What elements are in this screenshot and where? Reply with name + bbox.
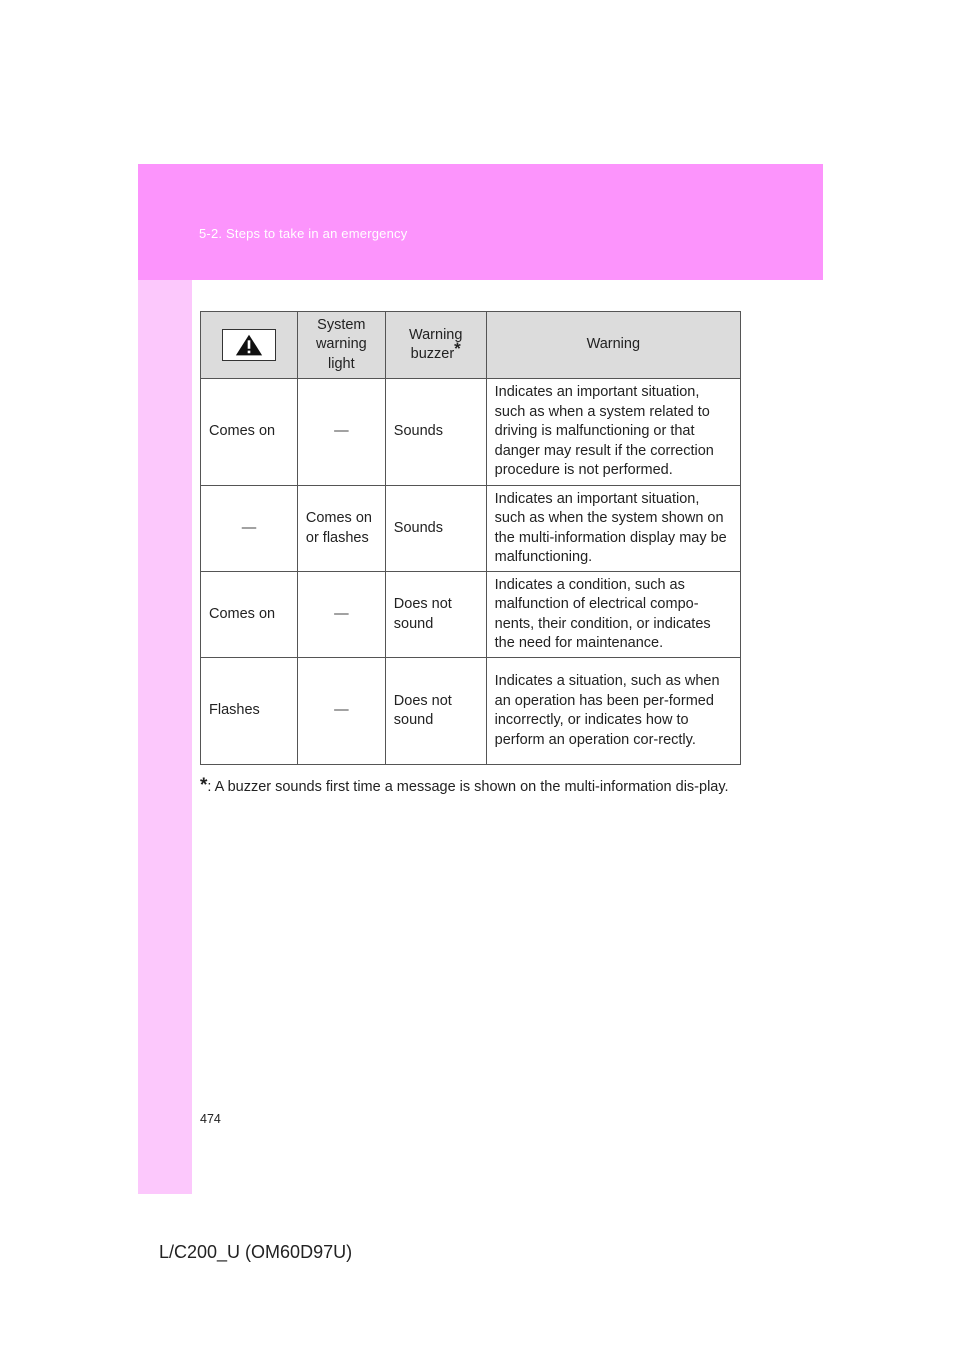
footnote <box>200 776 745 797</box>
warning-triangle-icon <box>222 329 276 361</box>
row-warning-text: Indicates a situation, such as when an operation has been per-formed incorrectly, or indicates how to perform an operation cor-rectly. <box>486 658 740 765</box>
header-system-warning-light: System warning light <box>297 312 385 379</box>
header-icon-cell <box>201 312 298 379</box>
row-message-light: Comes on <box>201 572 298 658</box>
side-band <box>138 164 192 1194</box>
row-system-light: — <box>297 572 385 658</box>
header-warning-buzzer: Warning buzzer* <box>385 312 486 379</box>
footnote-mark: * <box>454 339 461 358</box>
row-warning-text: Indicates an important situation, such as when a system related to driving is malfunctioning or that danger may result if the correction procedure is not performed. <box>486 379 740 486</box>
header-warning: Warning <box>486 312 740 379</box>
row-message-light: Flashes <box>201 658 298 765</box>
row-buzzer: Does not sound <box>385 658 486 765</box>
footnote-text: : A buzzer sounds first time a message is shown on the multi-information dis-play. <box>207 779 729 795</box>
table-header-row <box>201 312 741 379</box>
row-buzzer: Sounds <box>385 486 486 572</box>
table-row <box>201 658 741 765</box>
header-band <box>138 164 823 280</box>
section-title: 5-2. Steps to take in an emergency <box>199 226 408 241</box>
row-warning-text: Indicates a condition, such as malfunction of electrical compo-nents, their condition, or indicates the need for maintenance. <box>486 572 740 658</box>
warning-table <box>200 311 741 765</box>
row-system-light: — <box>297 379 385 486</box>
table-row <box>201 572 741 658</box>
row-buzzer: Sounds <box>385 379 486 486</box>
table-row <box>201 486 741 572</box>
document-code: L/C200_U (OM60D97U) <box>159 1242 353 1262</box>
row-buzzer: Does not sound <box>385 572 486 658</box>
row-warning-text: Indicates an important situation, such as when the system shown on the multi-information display may be malfunctioning. <box>486 486 740 572</box>
table-row <box>201 379 741 486</box>
row-system-light: — <box>297 658 385 765</box>
footnote-asterisk: * <box>200 775 208 796</box>
row-message-light: — <box>201 486 298 572</box>
row-message-light: Comes on <box>201 379 298 486</box>
row-system-light: Comes on or flashes <box>297 486 385 572</box>
page-number: 474 <box>200 1112 221 1126</box>
